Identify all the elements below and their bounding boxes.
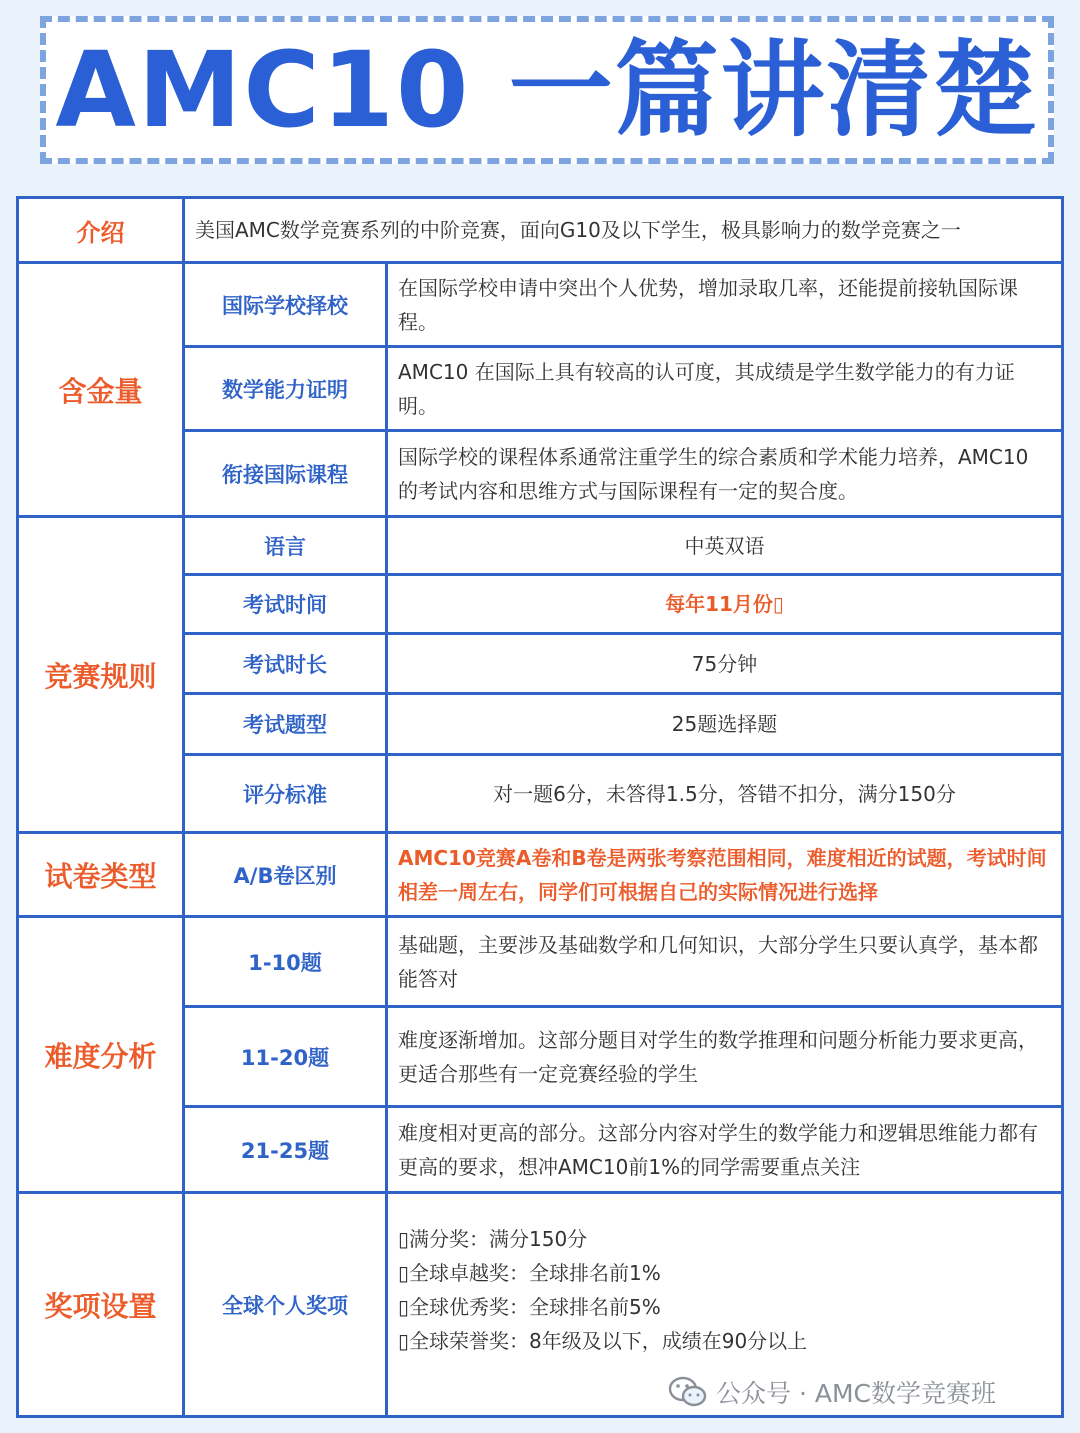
award-item: ▯满分奖：满分150分	[398, 1226, 588, 1251]
row-text: 难度逐渐增加。这部分题目对学生的数学推理和问题分析能力要求更高，更适合那些有一定竞赛经验的学生	[387, 1007, 1063, 1107]
category-awards: 奖项设置	[18, 1193, 184, 1417]
award-item: ▯全球荣誉奖：8年级及以下，成绩在90分以上	[398, 1328, 808, 1353]
row-label: 语言	[184, 517, 387, 575]
row-label: 1-10题	[184, 917, 387, 1007]
info-table	[16, 196, 1064, 1418]
row-label: 全球个人奖项	[184, 1193, 387, 1417]
row-label: 衔接国际课程	[184, 431, 387, 517]
table-row	[18, 917, 1063, 1007]
row-label: A/B卷区别	[184, 833, 387, 917]
row-text: 中英双语	[387, 517, 1063, 575]
table-row	[18, 833, 1063, 917]
category-difficulty: 难度分析	[18, 917, 184, 1193]
row-label: 国际学校择校	[184, 263, 387, 347]
intro-text: 美国AMC数学竞赛系列的中阶竞赛，面向G10及以下学生，极具影响力的数学竞赛之一	[184, 198, 1063, 263]
row-text: 在国际学校申请中突出个人优势，增加录取几率，还能提前接轨国际课程。	[387, 263, 1063, 347]
wechat-icon	[668, 1376, 708, 1408]
table-row	[18, 198, 1063, 263]
row-label: 11-20题	[184, 1007, 387, 1107]
category-paper: 试卷类型	[18, 833, 184, 917]
row-text: 基础题，主要涉及基础数学和几何知识，大部分学生只要认真学，基本都能答对	[387, 917, 1063, 1007]
category-rules: 竞赛规则	[18, 517, 184, 833]
paper-text: AMC10竞赛A卷和B卷是两张考察范围相同，难度相近的试题，考试时间相差一周左右，同学们可根据自己的实际情况进行选择	[387, 833, 1063, 917]
award-item: ▯全球卓越奖：全球排名前1%	[398, 1260, 661, 1285]
row-text: 25题选择题	[387, 694, 1063, 755]
category-intro: 介绍	[18, 198, 184, 263]
exam-date-text: 每年11月份▯	[387, 575, 1063, 634]
watermark-text: 公众号 · AMC数学竞赛班	[716, 1379, 996, 1408]
table-row	[18, 517, 1063, 575]
row-text: AMC10 在国际上具有较高的认可度，其成绩是学生数学能力的有力证明。	[387, 347, 1063, 431]
row-label: 考试时长	[184, 634, 387, 694]
watermark	[668, 1374, 996, 1410]
row-label: 21-25题	[184, 1107, 387, 1193]
title-banner	[40, 16, 1054, 164]
row-text: 75分钟	[387, 634, 1063, 694]
row-label: 数学能力证明	[184, 347, 387, 431]
award-item: ▯全球优秀奖：全球排名前5%	[398, 1294, 661, 1319]
row-text: 对一题6分，未答得1.5分，答错不扣分，满分150分	[387, 755, 1063, 833]
table-row	[18, 263, 1063, 347]
page-title: AMC10 一篇讲清楚	[55, 29, 1039, 151]
row-label: 考试时间	[184, 575, 387, 634]
row-text: 难度相对更高的部分。这部分内容对学生的数学能力和逻辑思维能力都有更高的要求，想冲AMC10前1%的同学需要重点关注	[387, 1107, 1063, 1193]
row-label: 评分标准	[184, 755, 387, 833]
row-text: 国际学校的课程体系通常注重学生的综合素质和学术能力培养，AMC10 的考试内容和思维方式与国际课程有一定的契合度。	[387, 431, 1063, 517]
category-value: 含金量	[18, 263, 184, 517]
row-label: 考试题型	[184, 694, 387, 755]
